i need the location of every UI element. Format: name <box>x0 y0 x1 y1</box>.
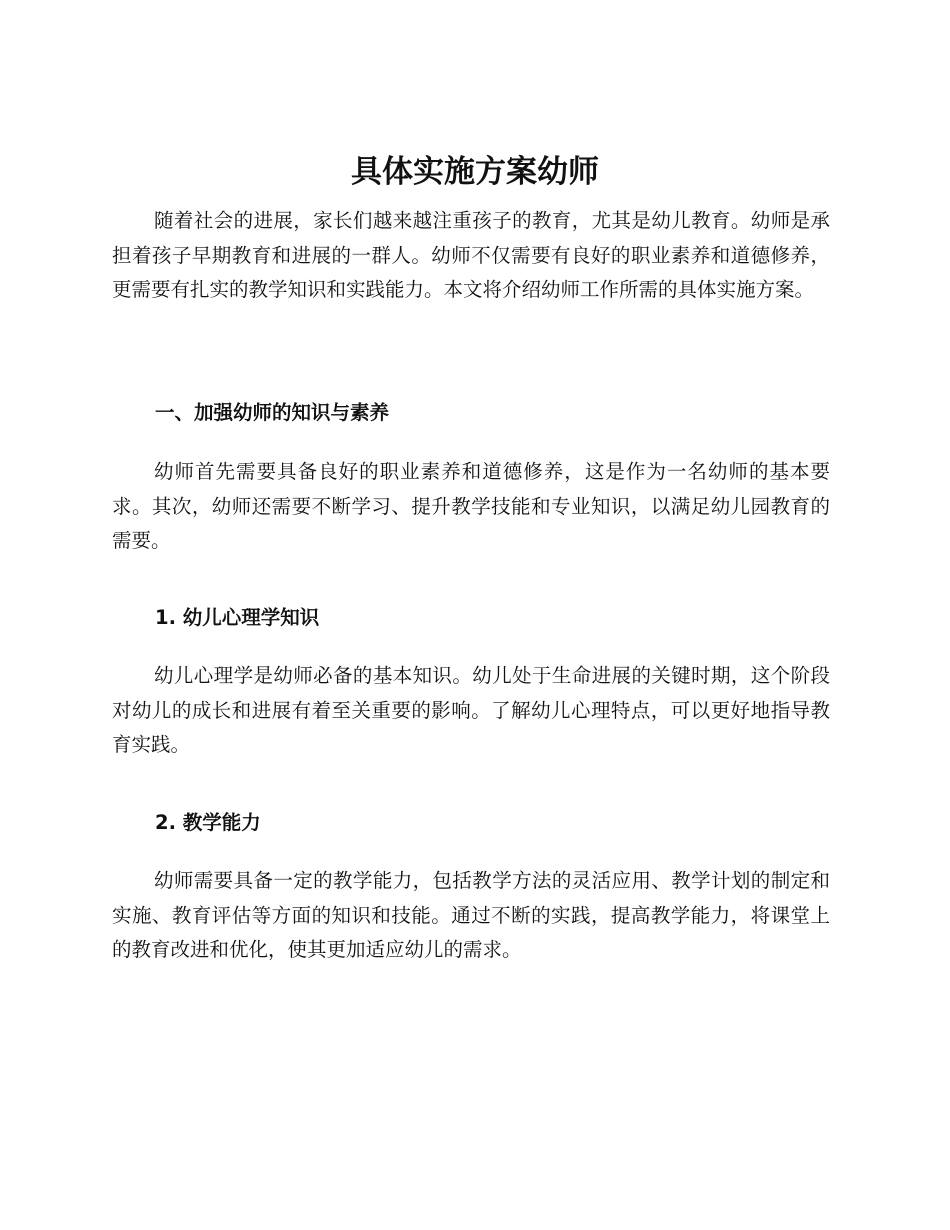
section-paragraph-knowledge: 幼师首先需要具备良好的职业素养和道德修养，这是作为一名幼师的基本要求。其次，幼师还需要不断学习、提升教学技能和专业知识，以满足幼儿园教育的需要。 <box>112 460 830 552</box>
intro-paragraph: 随着社会的进展，家长们越来越注重孩子的教育，尤其是幼儿教育。幼师是承担着孩子早期教育和进展的一群人。幼师不仅需要有良好的职业素养和道德修养，更需要有扎实的教学知识和实践能力。本文将介绍幼师工作所需的具体实施方案。 <box>112 209 830 301</box>
section-heading-teaching: 2. 教学能力 <box>155 811 261 834</box>
section-paragraph-psychology: 幼儿心理学是幼师必备的基本知识。幼儿处于生命进展的关键时期，这个阶段对幼儿的成长和进展有着至关重要的影响。了解幼儿心理特点，可以更好地指导教育实践。 <box>112 664 830 756</box>
section-heading-psychology: 1. 幼儿心理学知识 <box>155 606 320 629</box>
section-heading-knowledge: 一、加强幼师的知识与素养 <box>155 401 390 424</box>
document-title: 具体实施方案幼师 <box>351 154 599 190</box>
section-paragraph-teaching: 幼师需要具备一定的教学能力，包括教学方法的灵活应用、教学计划的制定和实施、教育评估等方面的知识和技能。通过不断的实践，提高教学能力，将课堂上的教育改进和优化，使其更加适应幼儿的需求。 <box>112 869 830 961</box>
